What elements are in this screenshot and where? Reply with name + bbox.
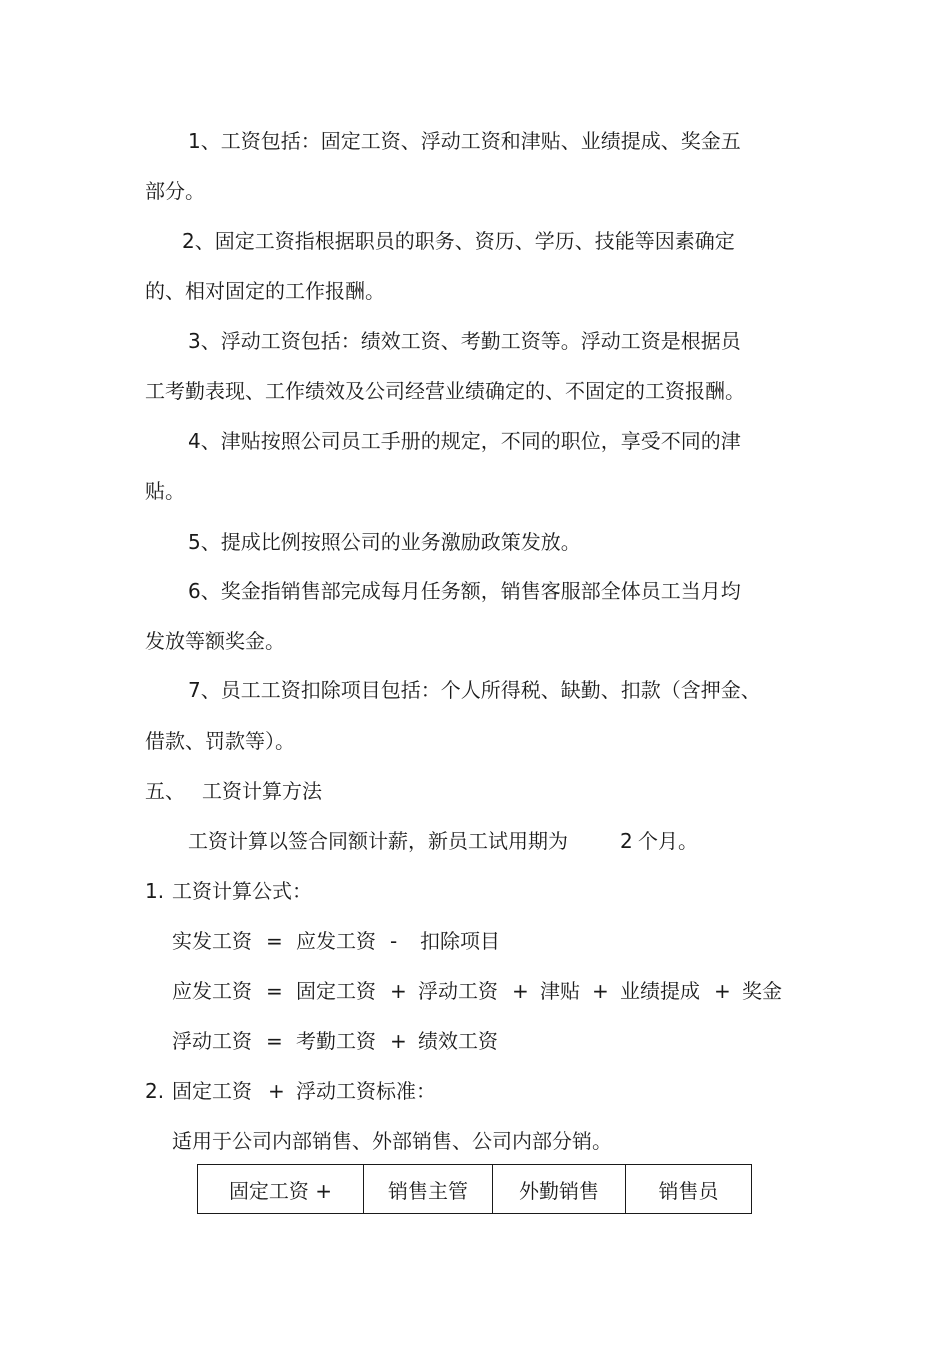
formula-term: 固定工资 [296,979,376,1003]
salary-table [197,1164,752,1214]
intro-text: 工资计算以签合同额计薪，新员工试用期为 [188,829,568,853]
formula-operator: = [266,979,283,1003]
formula-operator: + [390,1029,407,1053]
item-7-line-2: 借款、罚款等）。 [145,729,295,753]
point-1-title: 工资计算公式： [172,879,312,903]
formula-operator: + [512,979,529,1003]
formula-operator: + [390,979,407,1003]
point-2-plus: + [268,1079,285,1103]
item-1-line-2: 部分。 [145,179,205,203]
item-6-line-1: 6、奖金指销售部完成每月任务额，销售客服部全体员工当月均 [188,579,741,603]
formula-term: 应发工资 [172,979,252,1003]
formula-term: 应发工资 [296,929,376,953]
formula-operator: + [714,979,731,1003]
item-2-line-1: 2、固定工资指根据职员的职务、资历、学历、技能等因素确定 [182,229,735,253]
formula-term: 浮动工资 [172,1029,252,1053]
point-1-number: 1. [145,879,165,903]
formula-term: 扣除项目 [420,929,500,953]
item-3-line-2: 工考勤表现、工作绩效及公司经营业绩确定的、不固定的工资报酬。 [145,379,745,403]
table-header-cell: 外勤销售 [493,1165,626,1214]
formula-floating-pay [172,1027,498,1055]
point-2-title-b: 浮动工资标准： [296,1079,436,1103]
applies-text: 适用于公司内部销售、外部销售、公司内部分销。 [172,1129,612,1153]
formula-actual-pay [172,927,500,955]
formula-operator: = [266,929,283,953]
formula-operator: = [266,1029,283,1053]
formula-term: 考勤工资 [296,1029,376,1053]
point-2-number: 2. [145,1079,165,1103]
item-5-line-1: 5、提成比例按照公司的业务激励政策发放。 [188,530,581,554]
intro-number: 2 [620,829,633,853]
item-7-line-1: 7、员工工资扣除项目包括：个人所得税、缺勤、扣款（含押金、 [188,678,761,702]
formula-term: 津贴 [540,979,580,1003]
formula-term: 浮动工资 [418,979,498,1003]
item-1-line-1: 1、工资包括：固定工资、浮动工资和津贴、业绩提成、奖金五 [188,129,741,153]
table-header-cell: 销售主管 [364,1165,493,1214]
formula-term: 业绩提成 [620,979,700,1003]
formula-term: 奖金 [742,979,782,1003]
table-header-cell: 销售员 [626,1165,752,1214]
formula-gross-pay [172,977,782,1005]
item-4-line-1: 4、津贴按照公司员工手册的规定，不同的职位，享受不同的津 [188,429,741,453]
point-2-title-a: 固定工资 [172,1079,252,1103]
section-number: 五、 [145,779,185,803]
formula-term: 绩效工资 [418,1029,498,1053]
item-2-line-2: 的、相对固定的工作报酬。 [145,279,385,303]
section-title: 工资计算方法 [202,779,322,803]
formula-term: 实发工资 [172,929,252,953]
table-header-row [198,1165,752,1214]
formula-operator: + [592,979,609,1003]
table-header-cell: 固定工资 + [198,1165,364,1214]
item-4-line-2: 贴。 [145,479,185,503]
formula-operator: - [390,929,398,953]
item-6-line-2: 发放等额奖金。 [145,629,285,653]
item-3-line-1: 3、浮动工资包括：绩效工资、考勤工资等。浮动工资是根据员 [188,329,741,353]
intro-unit: 个月。 [638,829,698,853]
